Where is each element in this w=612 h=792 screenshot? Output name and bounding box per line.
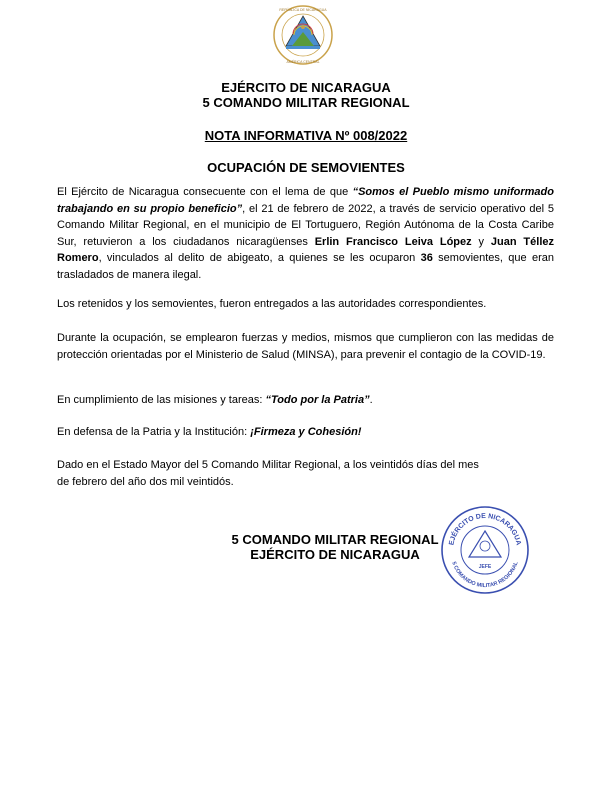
p6-line-1: Dado en el Estado Mayor del 5 Comando Militar Regional, a los veintidós días del mes	[57, 459, 479, 471]
stamp-ring-bottom: 5 COMANDO MILITAR REGIONAL	[450, 561, 520, 590]
stamp-ring-top: EJÉRCITO DE NICARAGUA	[448, 512, 522, 546]
nota-title: NOTA INFORMATIVA Nº 008/2022	[204, 128, 408, 143]
p1-text-3: y	[471, 235, 491, 248]
paragraph-1	[57, 184, 554, 283]
seal-ring-text-bottom: AMÉRICA CENTRAL	[286, 60, 320, 64]
official-stamp-icon	[440, 505, 530, 595]
header-line-2: 5 COMANDO MILITAR REGIONAL	[202, 95, 410, 110]
signature-line-2: EJÉRCITO DE NICARAGUA	[250, 547, 420, 562]
p1-name-2: Juan Téllez Romero	[57, 235, 554, 264]
p1-text-1: El Ejército de Nicaragua consecuente con el lema de que	[57, 186, 353, 198]
p5-motto: ¡Firmeza y Cohesión!	[250, 426, 362, 438]
p4-quote: “Todo por la Patria”	[265, 394, 370, 406]
paragraph-3: Durante la ocupación, se emplearon fuerzas y medios, mismos que cumplieron con las medidas de protección orientadas por el Ministerio de Salud (MINSA), para prevenir el contagio de la COVID-19.	[57, 332, 554, 361]
paragraph-6	[57, 457, 554, 490]
subject-title: OCUPACIÓN DE SEMOVIENTES	[207, 160, 405, 175]
p1-motto-quote: “Somos el Pueblo mismo uniformado trabajando en su propio beneficio”	[57, 186, 554, 215]
paragraph-5	[57, 424, 554, 441]
header-line-1: EJÉRCITO DE NICARAGUA	[221, 80, 391, 95]
p1-text-4: , vinculados al delito de abigeato, a quienes se les ocuparon	[98, 252, 421, 264]
p5-text-1: En defensa de la Patria y la Institución:	[57, 426, 251, 438]
p6-line-2: de febrero del año dos mil veintidós.	[57, 475, 234, 488]
p1-name-1: Erlin Francisco Leiva López	[314, 235, 472, 248]
p1-text-2: , el 21 de febrero de 2022, a través de servicio operativo del 5 Comando Militar Regional, en el municipio de El Tortuguero, Región Autónoma de la Costa Caribe Sur, retuvieron a los ciudadanos nicaragüenses	[57, 202, 554, 248]
nicaragua-coat-of-arms-icon	[268, 4, 338, 66]
p1-text-5: semovientes, que eran trasladados de manera ilegal.	[57, 252, 554, 281]
stamp-center-text: JEFE	[478, 564, 492, 570]
p1-count: 36	[420, 252, 433, 264]
paragraph-4	[57, 392, 554, 409]
signature-line-1: 5 COMANDO MILITAR REGIONAL	[231, 532, 439, 547]
p4-text-1: En cumplimiento de las misiones y tareas:	[57, 394, 266, 406]
seal-ring-text-top: REPÚBLICA DE NICARAGUA	[279, 8, 327, 12]
p4-text-2: .	[369, 394, 373, 406]
paragraph-2: Los retenidos y los semovientes, fueron entregados a las autoridades correspondientes.	[57, 298, 487, 310]
